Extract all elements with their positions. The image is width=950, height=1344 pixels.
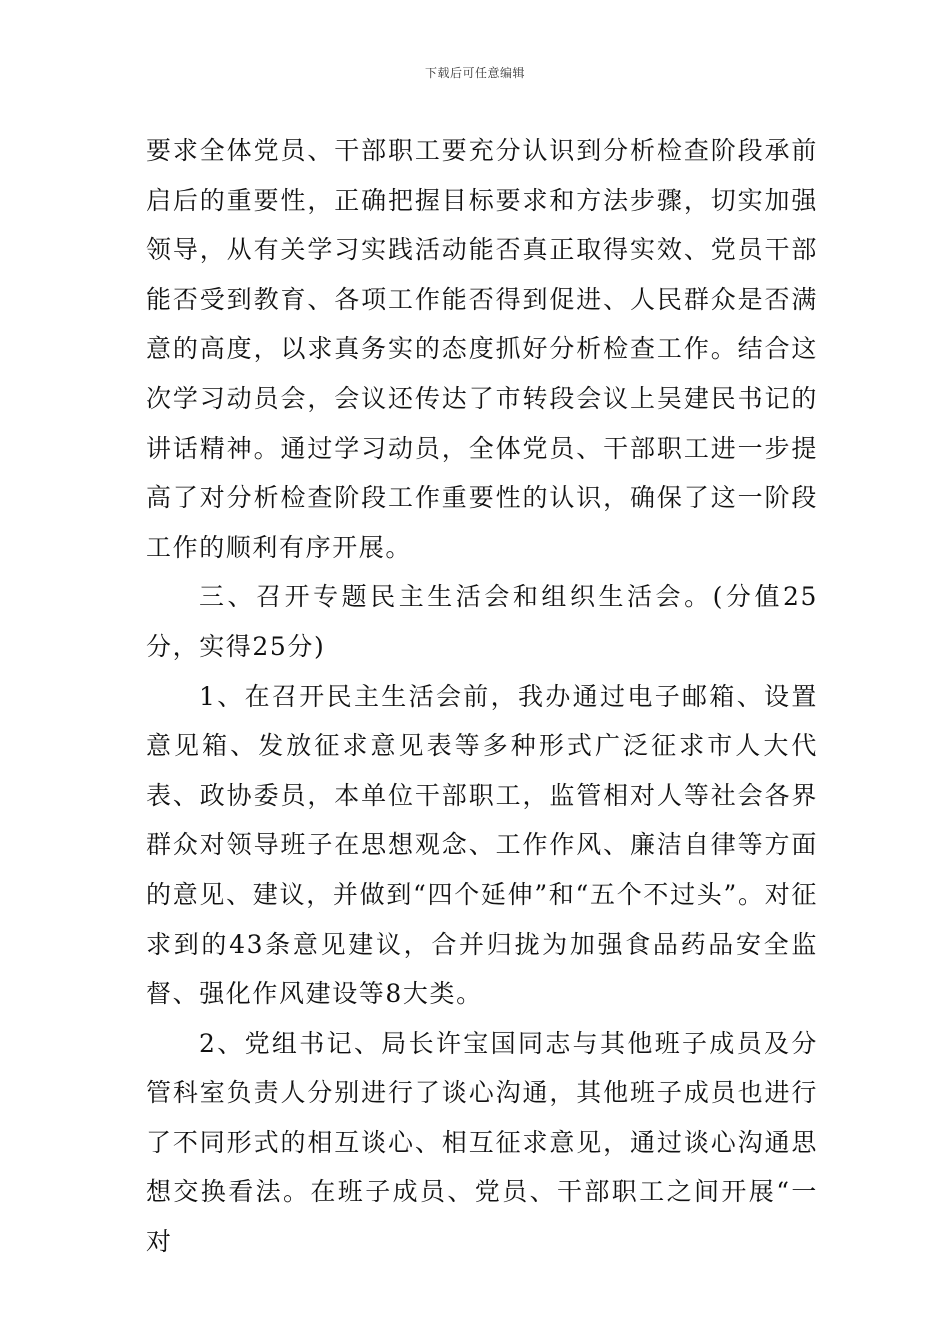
paragraph-item-one: 1、在召开民主生活会前，我办通过电子邮箱、设置意见箱、发放征求意见表等多种形式广泛征求市人大代表、政协委员，本单位干部职工，监管相对人等社会各界群众对领导班子在思想观念、工作作风、廉洁自律等方面的意见、建议，并做到“四个延伸”和“五个不过头”。对征求到的43条意见建议，合并归拢为加强食品药品安全监督、强化作风建设等8大类。 [146, 681, 818, 1009]
paragraph-continuation: 要求全体党员、干部职工要充分认识到分析检查阶段承前启后的重要性，正确把握目标要求和方法步骤，切实加强领导，从有关学习实践活动能否真正取得实效、党员干部能否受到教育、各项工作能否得到促进、人民群众是否满意的高度，以求真务实的态度抓好分析检查工作。结合这次学习动员会，会议还传达了市转段会议上吴建民书记的讲话精神。通过学习动员，全体党员、干部职工进一步提高了对分析检查阶段工作重要性的认识，确保了这一阶段工作的顺利有序开展。 [146, 136, 818, 562]
document-body [146, 126, 818, 1267]
page-header: 下载后可任意编辑 [424, 66, 525, 80]
paragraph-item-two: 2、党组书记、局长许宝国同志与其他班子成员及分管科室负责人分别进行了谈心沟通，其他班子成员也进行了不同形式的相互谈心、相互征求意见，通过谈心沟通思想交换看法。在班子成员、党员、干部职工之间开展“一对 [146, 1028, 818, 1257]
paragraph-section-three: 三、召开专题民主生活会和组织生活会。(分值25分，实得25分) [146, 582, 818, 661]
